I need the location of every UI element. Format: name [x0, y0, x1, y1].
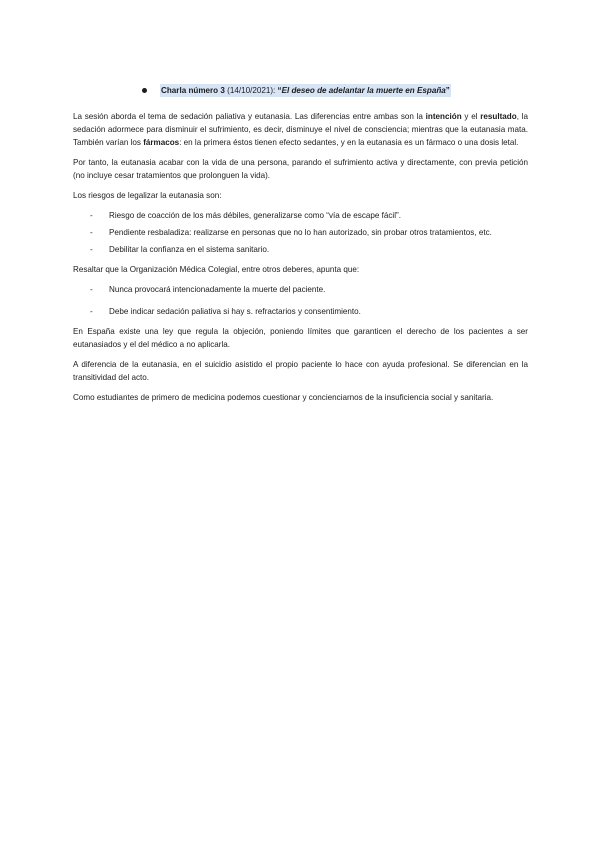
- dash-marker: -: [90, 228, 93, 237]
- list-item-text: Riesgo de coacción de los más débiles, generalizarse como “vía de escape fácil”.: [109, 211, 401, 220]
- list-item: [73, 305, 528, 318]
- list-item: [73, 283, 528, 296]
- term-resultado: resultado: [480, 112, 517, 121]
- paragraph-conclusion: Como estudiantes de primero de medicina podemos cuestionar y concienciarnos de la insuficiencia social y sanitaria.: [73, 393, 494, 402]
- bullet-icon: [142, 88, 147, 93]
- talk-heading-text: [160, 84, 451, 97]
- dash-marker: -: [90, 307, 93, 316]
- heading-date: (14/10/2021):: [227, 86, 278, 95]
- paragraph1-part2: y el: [461, 112, 481, 121]
- paragraph-risks-intro: Los riesgos de legalizar la eutanasia son:: [73, 191, 222, 200]
- paragraph-euthanasia-definition: Por tanto, la eutanasia acabar con la vida de una persona, parando el sufrimiento activa y directamente, con previa petición (no incluye cesar tratamientos que prolonguen la vida).: [73, 158, 528, 180]
- dash-marker: -: [90, 211, 93, 220]
- list-item-text: Pendiente resbaladiza: realizarse en personas que no lo han autorizado, sin probar otros tratamientos, etc.: [109, 228, 492, 237]
- heading-title-b: la muerte en España: [367, 86, 446, 95]
- document-body: [73, 84, 528, 411]
- risks-list: [73, 209, 528, 256]
- paragraph-omc-intro: Resaltar que la Organización Médica Colegial, entre otros deberes, apunta que:: [73, 265, 360, 274]
- term-intencion: intención: [425, 112, 462, 121]
- paragraph-differences: [73, 110, 528, 149]
- term-farmacos: fármacos: [143, 138, 180, 147]
- heading-quote-open: “: [277, 86, 282, 95]
- heading-quote-close: ”: [445, 86, 450, 95]
- paragraph1-part1: La sesión aborda el tema de sedación paliativa y eutanasia. Las diferencias entre ambas son la: [73, 112, 426, 121]
- dash-marker: -: [90, 285, 93, 294]
- list-item-text: Debilitar la confianza en el sistema sanitario.: [109, 245, 270, 254]
- paragraph-assisted-suicide: A diferencia de la eutanasia, en el suicidio asistido el propio paciente lo hace con ayuda profesional. Se diferencian en la transitividad del acto.: [73, 360, 528, 382]
- list-item: [73, 226, 528, 239]
- talk-heading: [142, 84, 528, 97]
- list-item: [73, 209, 528, 222]
- paragraph1-part4: : en la primera éstos tienen efecto sedantes, y en la eutanasia es un fármaco o una dosis letal.: [179, 138, 519, 147]
- paragraph1-part3: , la sedación adormece para disminuir el sufrimiento, es decir, disminuye el nivel de consciencia; mientras que la eutanasia mata. También varían los: [73, 112, 529, 147]
- list-item-text: Nunca provocará intencionadamente la muerte del paciente.: [109, 285, 326, 294]
- list-item-text: Debe indicar sedación paliativa si hay s. refractarios y consentimiento.: [109, 307, 361, 316]
- duties-list: [73, 283, 528, 318]
- heading-title-a: El deseo de adelantar: [281, 86, 368, 95]
- list-item: [73, 243, 528, 256]
- paragraph-objection-law: En España existe una ley que regula la objeción, poniendo límites que garanticen el derecho de los pacientes a ser eutanasiados y el del médico a no aplicarla.: [73, 327, 528, 349]
- dash-marker: -: [90, 245, 93, 254]
- heading-prefix: Charla número 3: [161, 86, 228, 95]
